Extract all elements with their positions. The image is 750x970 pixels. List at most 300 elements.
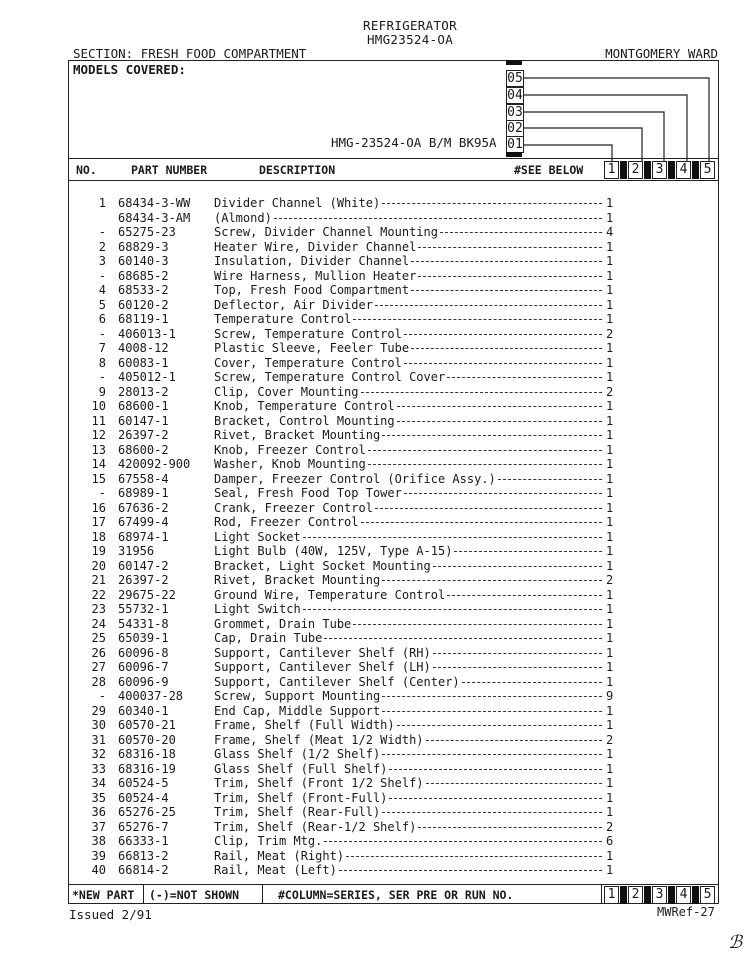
part-description: Trim, Shelf (Rear-Full) bbox=[214, 805, 381, 819]
part-number: 68974-1 bbox=[118, 529, 169, 544]
leader-dashes bbox=[389, 798, 602, 799]
parts-row bbox=[0, 399, 750, 414]
section-label: SECTION: FRESH FOOD COMPARTMENT bbox=[73, 46, 307, 61]
part-description: Crank, Freezer Control bbox=[214, 500, 373, 515]
leader-dashes bbox=[433, 653, 602, 654]
parts-row bbox=[0, 341, 750, 356]
part-description: Knob, Freezer Control bbox=[214, 442, 366, 457]
part-number: 65275-23 bbox=[118, 225, 176, 239]
parts-row bbox=[0, 646, 750, 661]
part-number: 65276-25 bbox=[118, 805, 176, 819]
part-description: Grommet, Drain Tube bbox=[214, 616, 352, 631]
parts-row bbox=[0, 327, 750, 342]
parts-row bbox=[0, 733, 750, 748]
part-quantity: 1 bbox=[606, 747, 614, 761]
part-description: Light Socket bbox=[214, 529, 301, 544]
series-box: 5 bbox=[700, 886, 715, 904]
part-quantity: 1 bbox=[606, 515, 614, 529]
part-quantity: 9 bbox=[606, 689, 614, 703]
parts-row bbox=[0, 414, 750, 429]
part-item-number: 5 bbox=[98, 297, 106, 312]
part-description: Light Bulb (40W, 125V, Type A-15) bbox=[214, 544, 453, 558]
part-quantity: 1 bbox=[606, 645, 614, 660]
series-box: 5 bbox=[700, 161, 715, 179]
part-number: 31956 bbox=[118, 544, 155, 558]
part-description: Support, Cantilever Shelf (LH) bbox=[214, 660, 431, 674]
part-description: Insulation, Divider Channel bbox=[214, 254, 410, 268]
part-item-number: 9 bbox=[98, 384, 106, 399]
part-item-number: 26 bbox=[91, 645, 106, 660]
parts-row bbox=[0, 660, 750, 675]
part-number: 68533-2 bbox=[118, 283, 169, 297]
leader-dashes bbox=[382, 812, 602, 813]
leader-dashes bbox=[346, 856, 602, 857]
part-number: 68600-1 bbox=[118, 399, 169, 413]
part-description: Trim, Shelf (Front 1/2 Shelf) bbox=[214, 776, 424, 790]
leader-dashes bbox=[324, 638, 602, 639]
part-number: 60570-21 bbox=[118, 718, 176, 732]
part-item-number: 28 bbox=[91, 674, 106, 689]
part-quantity: 1 bbox=[606, 428, 614, 442]
part-description: Support, Cantilever Shelf (RH) bbox=[214, 645, 431, 660]
leader-dashes bbox=[440, 232, 602, 233]
part-number: 400037-28 bbox=[118, 689, 184, 703]
part-item-number: 37 bbox=[91, 819, 106, 834]
part-quantity: 1 bbox=[606, 544, 614, 558]
legend-not-shown: (-)=NOT SHOWN bbox=[149, 888, 240, 902]
part-quantity: 1 bbox=[606, 239, 614, 254]
part-item-number: 10 bbox=[91, 399, 106, 413]
part-number: 60524-5 bbox=[118, 776, 169, 790]
part-item-number: 21 bbox=[91, 573, 106, 587]
part-number: 4008-12 bbox=[118, 341, 169, 355]
part-item-number: 24 bbox=[91, 616, 106, 631]
part-number: 60147-1 bbox=[118, 413, 169, 428]
part-quantity: 1 bbox=[606, 500, 614, 515]
part-description: Cover, Temperature Control bbox=[214, 355, 402, 370]
leader-dashes bbox=[382, 754, 602, 755]
leader-dashes bbox=[404, 363, 602, 364]
part-item-number: 29 bbox=[91, 703, 106, 718]
part-description: Support, Cantilever Shelf (Center) bbox=[214, 674, 460, 689]
part-item-number: 3 bbox=[98, 254, 106, 268]
part-number: 68989-1 bbox=[118, 486, 169, 500]
part-quantity: 4 bbox=[606, 225, 614, 239]
part-number: 66813-2 bbox=[118, 848, 169, 863]
part-item-number: 2 bbox=[98, 239, 106, 254]
leader-dashes bbox=[353, 624, 602, 625]
parts-row bbox=[0, 791, 750, 806]
series-leader-lines bbox=[0, 0, 750, 180]
leader-dashes bbox=[418, 827, 602, 828]
series-box: 2 bbox=[628, 886, 643, 904]
part-quantity: 1 bbox=[606, 413, 614, 428]
leader-dashes bbox=[426, 740, 602, 741]
part-description: Deflector, Air Divider bbox=[214, 297, 373, 312]
part-quantity: 1 bbox=[606, 196, 614, 210]
part-quantity: 1 bbox=[606, 674, 614, 689]
part-description: (Almond) bbox=[214, 210, 272, 225]
parts-row bbox=[0, 834, 750, 849]
leader-dashes bbox=[353, 319, 602, 320]
part-item-number: 34 bbox=[91, 776, 106, 790]
part-quantity: 2 bbox=[606, 326, 614, 341]
part-number: 26397-2 bbox=[118, 428, 169, 442]
column-header-no: NO. bbox=[76, 163, 97, 177]
part-description: Rivet, Bracket Mounting bbox=[214, 573, 381, 587]
part-description: Trim, Shelf (Front-Full) bbox=[214, 790, 388, 805]
part-quantity: 1 bbox=[606, 283, 614, 297]
leader-dashes bbox=[389, 769, 602, 770]
part-item-number: 13 bbox=[91, 442, 106, 457]
leader-dashes bbox=[382, 435, 602, 436]
column-header-part-number: PART NUMBER bbox=[131, 163, 208, 177]
part-item-number: 6 bbox=[98, 312, 106, 326]
part-item-number: 15 bbox=[91, 471, 106, 486]
part-description: Clip, Cover Mounting bbox=[214, 384, 359, 399]
parts-row bbox=[0, 240, 750, 255]
part-description: Trim, Shelf (Rear-1/2 Shelf) bbox=[214, 819, 417, 834]
part-number: 68600-2 bbox=[118, 442, 169, 457]
part-quantity: 1 bbox=[606, 529, 614, 544]
part-item-number: - bbox=[98, 268, 106, 283]
part-description: Washer, Knob Mounting bbox=[214, 457, 366, 471]
series-code: 01 bbox=[507, 137, 523, 152]
parts-row bbox=[0, 849, 750, 864]
part-description: Bracket, Control Mounting bbox=[214, 413, 395, 428]
part-description: Glass Shelf (Full Shelf) bbox=[214, 761, 388, 776]
part-number: 54331-8 bbox=[118, 616, 169, 631]
part-description: Frame, Shelf (Full Width) bbox=[214, 718, 395, 732]
leader-dashes bbox=[303, 609, 602, 610]
parts-row bbox=[0, 544, 750, 559]
part-number: 60096-9 bbox=[118, 674, 169, 689]
part-item-number: 31 bbox=[91, 732, 106, 747]
leader-dashes bbox=[454, 551, 602, 552]
part-description: Heater Wire, Divider Channel bbox=[214, 239, 417, 254]
part-quantity: 1 bbox=[606, 457, 614, 471]
parts-row bbox=[0, 269, 750, 284]
part-quantity: 1 bbox=[606, 268, 614, 283]
leader-dashes bbox=[411, 290, 602, 291]
part-quantity: 1 bbox=[606, 718, 614, 732]
model-number-title: HMG23524-OA bbox=[366, 32, 454, 47]
divider bbox=[68, 180, 719, 181]
part-number: 67558-4 bbox=[118, 471, 169, 486]
legend-new-part: *NEW PART bbox=[72, 888, 135, 902]
leader-dashes bbox=[324, 841, 602, 842]
part-quantity: 1 bbox=[606, 442, 614, 457]
part-quantity: 1 bbox=[606, 399, 614, 413]
part-number: 60140-3 bbox=[118, 254, 169, 268]
part-description: Damper, Freezer Control (Orifice Assy.) bbox=[214, 471, 496, 486]
leader-dashes bbox=[368, 450, 602, 451]
part-description: Divider Channel (White) bbox=[214, 196, 381, 210]
part-item-number: - bbox=[98, 370, 106, 384]
part-description: Rivet, Bracket Mounting bbox=[214, 428, 381, 442]
part-quantity: 1 bbox=[606, 312, 614, 326]
part-item-number: 20 bbox=[91, 558, 106, 573]
part-number: 68434-3-AM bbox=[118, 210, 191, 225]
parts-row bbox=[0, 298, 750, 313]
parts-row bbox=[0, 747, 750, 762]
part-number: 55732-1 bbox=[118, 602, 169, 616]
part-description: Rail, Meat (Right) bbox=[214, 848, 345, 863]
part-number: 68119-1 bbox=[118, 312, 169, 326]
part-number: 60147-2 bbox=[118, 558, 169, 573]
part-number: 66333-1 bbox=[118, 834, 169, 848]
leader-dashes bbox=[303, 537, 602, 538]
part-quantity: 1 bbox=[606, 703, 614, 718]
series-box: 1 bbox=[604, 886, 619, 904]
part-item-number: 39 bbox=[91, 848, 106, 863]
reference-code: MWRef-27 bbox=[657, 905, 715, 919]
parts-row bbox=[0, 617, 750, 632]
leader-dashes bbox=[498, 479, 602, 480]
parts-row bbox=[0, 588, 750, 603]
leader-dashes bbox=[426, 783, 602, 784]
parts-row bbox=[0, 225, 750, 240]
leader-dashes bbox=[368, 464, 602, 465]
part-description: Screw, Support Mounting bbox=[214, 689, 381, 703]
parts-row bbox=[0, 443, 750, 458]
leader-dashes bbox=[404, 493, 602, 494]
part-number: 60096-8 bbox=[118, 645, 169, 660]
models-covered-label: MODELS COVERED: bbox=[73, 62, 186, 77]
divider bbox=[68, 884, 719, 885]
part-item-number: 23 bbox=[91, 602, 106, 616]
leader-dashes bbox=[418, 276, 602, 277]
leader-dashes bbox=[411, 348, 602, 349]
part-quantity: 2 bbox=[606, 384, 614, 399]
parts-row bbox=[0, 283, 750, 298]
part-description: Frame, Shelf (Meat 1/2 Width) bbox=[214, 732, 424, 747]
part-item-number: 12 bbox=[91, 428, 106, 442]
document-title: REFRIGERATOR bbox=[363, 18, 457, 33]
part-number: 68316-18 bbox=[118, 747, 176, 761]
part-quantity: 1 bbox=[606, 805, 614, 819]
leader-dashes bbox=[382, 711, 602, 712]
part-item-number: 19 bbox=[91, 544, 106, 558]
parts-row bbox=[0, 385, 750, 400]
parts-row bbox=[0, 530, 750, 545]
part-item-number: 7 bbox=[98, 341, 106, 355]
part-quantity: 2 bbox=[606, 573, 614, 587]
series-code: 05 bbox=[507, 71, 523, 86]
part-description: Ground Wire, Temperature Control bbox=[214, 587, 446, 602]
leader-dashes bbox=[382, 203, 602, 204]
part-number: 29675-22 bbox=[118, 587, 176, 602]
parts-row bbox=[0, 704, 750, 719]
part-number: 67499-4 bbox=[118, 515, 169, 529]
leader-dashes bbox=[361, 392, 603, 393]
series-boxes-header bbox=[604, 161, 716, 179]
parts-row bbox=[0, 805, 750, 820]
part-description: Glass Shelf (1/2 Shelf) bbox=[214, 747, 381, 761]
series-code: 03 bbox=[507, 105, 523, 120]
part-number: 68829-3 bbox=[118, 239, 169, 254]
part-description: Clip, Trim Mtg. bbox=[214, 834, 323, 848]
leader-dashes bbox=[433, 667, 602, 668]
part-quantity: 1 bbox=[606, 616, 614, 631]
part-item-number: - bbox=[98, 689, 106, 703]
series-box: 3 bbox=[652, 161, 667, 179]
part-description: Light Switch bbox=[214, 602, 301, 616]
parts-row bbox=[0, 602, 750, 617]
part-quantity: 1 bbox=[606, 486, 614, 500]
parts-row bbox=[0, 573, 750, 588]
part-item-number: 35 bbox=[91, 790, 106, 805]
model-line: HMG-23524-OA B/M BK95A bbox=[331, 135, 497, 150]
series-box: 3 bbox=[652, 886, 667, 904]
part-number: 406013-1 bbox=[118, 326, 176, 341]
parts-row bbox=[0, 675, 750, 690]
part-number: 68685-2 bbox=[118, 268, 169, 283]
parts-row bbox=[0, 689, 750, 704]
part-description: Plastic Sleeve, Feeler Tube bbox=[214, 341, 410, 355]
part-item-number: 25 bbox=[91, 631, 106, 645]
part-item-number: 14 bbox=[91, 457, 106, 471]
part-item-number: 11 bbox=[91, 413, 106, 428]
part-item-number: 17 bbox=[91, 515, 106, 529]
series-code: 04 bbox=[507, 88, 523, 103]
series-box: 4 bbox=[676, 161, 691, 179]
part-quantity: 1 bbox=[606, 210, 614, 225]
leader-dashes bbox=[397, 725, 602, 726]
part-number: 60083-1 bbox=[118, 355, 169, 370]
part-description: Knob, Temperature Control bbox=[214, 399, 395, 413]
leader-dashes bbox=[375, 305, 602, 306]
part-number: 67636-2 bbox=[118, 500, 169, 515]
parts-row bbox=[0, 211, 750, 226]
parts-row bbox=[0, 863, 750, 878]
part-item-number: - bbox=[98, 486, 106, 500]
series-box: 2 bbox=[628, 161, 643, 179]
manufacturer-label: MONTGOMERY WARD bbox=[605, 46, 718, 61]
part-quantity: 1 bbox=[606, 558, 614, 573]
leader-dashes bbox=[404, 334, 602, 335]
part-number: 65276-7 bbox=[118, 819, 169, 834]
leader-dashes bbox=[433, 566, 602, 567]
series-box: 4 bbox=[676, 886, 691, 904]
part-quantity: 2 bbox=[606, 732, 614, 747]
leader-dashes bbox=[382, 696, 602, 697]
part-number: 405012-1 bbox=[118, 370, 176, 384]
part-description: Wire Harness, Mullion Heater bbox=[214, 268, 417, 283]
part-quantity: 1 bbox=[606, 863, 614, 877]
part-item-number: 27 bbox=[91, 660, 106, 674]
part-number: 65039-1 bbox=[118, 631, 169, 645]
parts-row bbox=[0, 356, 750, 371]
series-boxes-footer bbox=[604, 886, 716, 904]
leader-dashes bbox=[462, 682, 602, 683]
leader-dashes bbox=[339, 870, 602, 871]
part-number: 28013-2 bbox=[118, 384, 169, 399]
part-quantity: 1 bbox=[606, 254, 614, 268]
part-quantity: 1 bbox=[606, 631, 614, 645]
part-quantity: 1 bbox=[606, 660, 614, 674]
parts-row bbox=[0, 515, 750, 530]
part-quantity: 1 bbox=[606, 370, 614, 384]
part-quantity: 1 bbox=[606, 471, 614, 486]
leader-dashes bbox=[447, 595, 602, 596]
leader-dashes bbox=[411, 261, 602, 262]
part-item-number: 33 bbox=[91, 761, 106, 776]
parts-row bbox=[0, 631, 750, 646]
part-number: 420092-900 bbox=[118, 457, 191, 471]
parts-row bbox=[0, 559, 750, 574]
part-item-number: 8 bbox=[98, 355, 106, 370]
part-number: 60120-2 bbox=[118, 297, 169, 312]
parts-row bbox=[0, 428, 750, 443]
part-number: 68316-19 bbox=[118, 761, 176, 776]
series-box: 1 bbox=[604, 161, 619, 179]
part-description: Temperature Control bbox=[214, 312, 352, 326]
parts-row bbox=[0, 486, 750, 501]
part-item-number: 4 bbox=[98, 283, 106, 297]
part-quantity: 1 bbox=[606, 355, 614, 370]
part-item-number: 36 bbox=[91, 805, 106, 819]
part-item-number: 30 bbox=[91, 718, 106, 732]
parts-row bbox=[0, 762, 750, 777]
parts-row bbox=[0, 718, 750, 733]
part-number: 66814-2 bbox=[118, 863, 169, 877]
leader-dashes bbox=[382, 580, 602, 581]
part-quantity: 1 bbox=[606, 790, 614, 805]
part-description: Bracket, Light Socket Mounting bbox=[214, 558, 431, 573]
handwritten-mark: ℬ bbox=[728, 932, 743, 953]
parts-row bbox=[0, 254, 750, 269]
part-item-number: 38 bbox=[91, 834, 106, 848]
series-code: 02 bbox=[507, 121, 523, 136]
column-header-description: DESCRIPTION bbox=[259, 163, 336, 177]
part-quantity: 1 bbox=[606, 776, 614, 790]
part-number: 26397-2 bbox=[118, 573, 169, 587]
part-item-number: 1 bbox=[98, 196, 106, 210]
part-description: Screw, Divider Channel Mounting bbox=[214, 225, 438, 239]
part-item-number: 32 bbox=[91, 747, 106, 761]
leader-dashes bbox=[397, 421, 602, 422]
part-description: Screw, Temperature Control bbox=[214, 326, 402, 341]
part-quantity: 1 bbox=[606, 341, 614, 355]
part-quantity: 1 bbox=[606, 602, 614, 616]
parts-row bbox=[0, 370, 750, 385]
part-item-number: 16 bbox=[91, 500, 106, 515]
part-number: 60096-7 bbox=[118, 660, 169, 674]
part-quantity: 1 bbox=[606, 761, 614, 776]
part-description: End Cap, Middle Support bbox=[214, 703, 381, 718]
part-item-number: - bbox=[98, 225, 106, 239]
parts-row bbox=[0, 776, 750, 791]
part-description: Screw, Temperature Control Cover bbox=[214, 370, 446, 384]
parts-row bbox=[0, 312, 750, 327]
leader-dashes bbox=[361, 522, 603, 523]
leader-dashes bbox=[274, 218, 602, 219]
part-item-number: 40 bbox=[91, 863, 106, 877]
leader-dashes bbox=[447, 377, 602, 378]
part-description: Rod, Freezer Control bbox=[214, 515, 359, 529]
parts-row bbox=[0, 457, 750, 472]
part-description: Cap, Drain Tube bbox=[214, 631, 323, 645]
part-quantity: 1 bbox=[606, 297, 614, 312]
parts-row bbox=[0, 501, 750, 516]
issued-date: Issued 2/91 bbox=[69, 907, 152, 922]
parts-row bbox=[0, 472, 750, 487]
part-number: 68434-3-WW bbox=[118, 196, 191, 210]
parts-row bbox=[0, 820, 750, 835]
leader-dashes bbox=[397, 406, 602, 407]
part-description: Rail, Meat (Left) bbox=[214, 863, 337, 877]
